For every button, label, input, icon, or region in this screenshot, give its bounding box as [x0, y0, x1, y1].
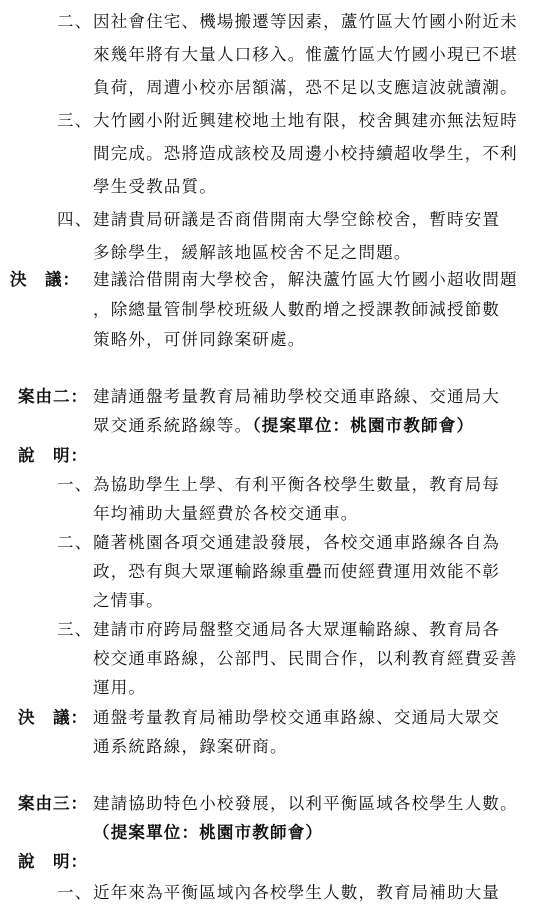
case2-item-2-line-1: 隨著桃園各項交通建設發展，各校交通車路線各自為 [93, 533, 501, 552]
prev-item-3-num: 三、 [57, 111, 93, 130]
case2-item-2-num: 二、 [57, 533, 93, 552]
prev-resolution-line-2: ，除總量管制學校班級人數酌增之授課教師減授節數 [93, 300, 501, 319]
case2-item-3-line-3: 運用。 [93, 678, 147, 697]
case2-line-2 [93, 414, 474, 438]
prev-item-3-line-3: 學生受教品質。 [93, 177, 217, 196]
prev-item-4-num: 四、 [57, 210, 93, 229]
prev-resolution-label: 決 議： [10, 270, 80, 289]
prev-item-4-line-2: 多餘學生，緩解該地區校舍不足之問題。 [93, 243, 412, 262]
prev-item-2-line-3: 負荷，周遭小校亦居額滿，恐不足以支應這波就讀潮。 [93, 78, 518, 97]
case2-line-2-text: 眾交通系統路線等。 [93, 416, 253, 435]
case2-explain-label: 說 明： [18, 446, 88, 465]
case3-proposer: （提案單位：桃園市教師會） [93, 823, 324, 842]
case2-item-1-line-2: 年均補助大量經費於各校交通車。 [93, 504, 359, 523]
case3-item-1-num: 一、 [57, 883, 93, 902]
case2-resolution-line-2: 通系統路線，錄案研商。 [93, 737, 288, 756]
prev-item-3-line-1: 大竹國小附近興建校地土地有限，校舍興建亦無法短時 [93, 111, 518, 130]
case2-label: 案由二： [18, 387, 88, 406]
prev-resolution-line-1: 建議洽借開南大學校舍，解決蘆竹區大竹國小超收問題 [93, 270, 518, 289]
case2-item-1-num: 一、 [57, 475, 93, 494]
case3-explain-label: 說 明： [18, 852, 88, 871]
prev-item-4-line-1: 建請貴局研議是否商借開南大學空餘校舍，暫時安置 [93, 210, 501, 229]
case2-resolution-line-1: 通盤考量教育局補助學校交通車路線、交通局大眾交 [93, 708, 501, 727]
case2-item-1-line-1: 為協助學生上學、有利平衡各校學生數量，教育局每 [93, 475, 501, 494]
prev-item-2-line-1: 因社會住宅、機場搬遷等因素，蘆竹區大竹國小附近未 [93, 12, 518, 31]
prev-resolution-line-3: 策略外，可併同錄案研處。 [93, 330, 306, 349]
case2-resolution-label: 決 議： [18, 708, 88, 727]
case2-line-1: 建請通盤考量教育局補助學校交通車路線、交通局大 [93, 387, 501, 406]
case2-item-2-line-3: 之情事。 [93, 591, 164, 610]
case2-item-3-line-2: 校交通車路線，公部門、民間合作，以利教育經費妥善 [93, 649, 518, 668]
case3-label: 案由三： [18, 794, 88, 813]
prev-item-3-line-2: 間完成。恐將造成該校及周邊小校持續超收學生，不利 [93, 144, 518, 163]
case2-item-2-line-2: 政，恐有與大眾運輸路線重疊而使經費運用效能不彰 [93, 562, 501, 581]
prev-item-2-num: 二、 [57, 12, 93, 31]
case3-item-1-line-1: 近年來為平衡區域內各校學生人數，教育局補助大量 [93, 883, 501, 902]
case2-proposer: （提案單位：桃園市教師會） [252, 416, 475, 435]
case3-line-1: 建請協助特色小校發展，以利平衡區域各校學生人數。 [93, 794, 518, 813]
case2-item-3-line-1: 建請市府跨局盤整交通局各大眾運輸路線、教育局各 [93, 620, 501, 639]
case2-item-3-num: 三、 [57, 620, 93, 639]
prev-item-2-line-2: 來幾年將有大量人口移入。惟蘆竹區大竹國小現已不堪 [93, 45, 518, 64]
